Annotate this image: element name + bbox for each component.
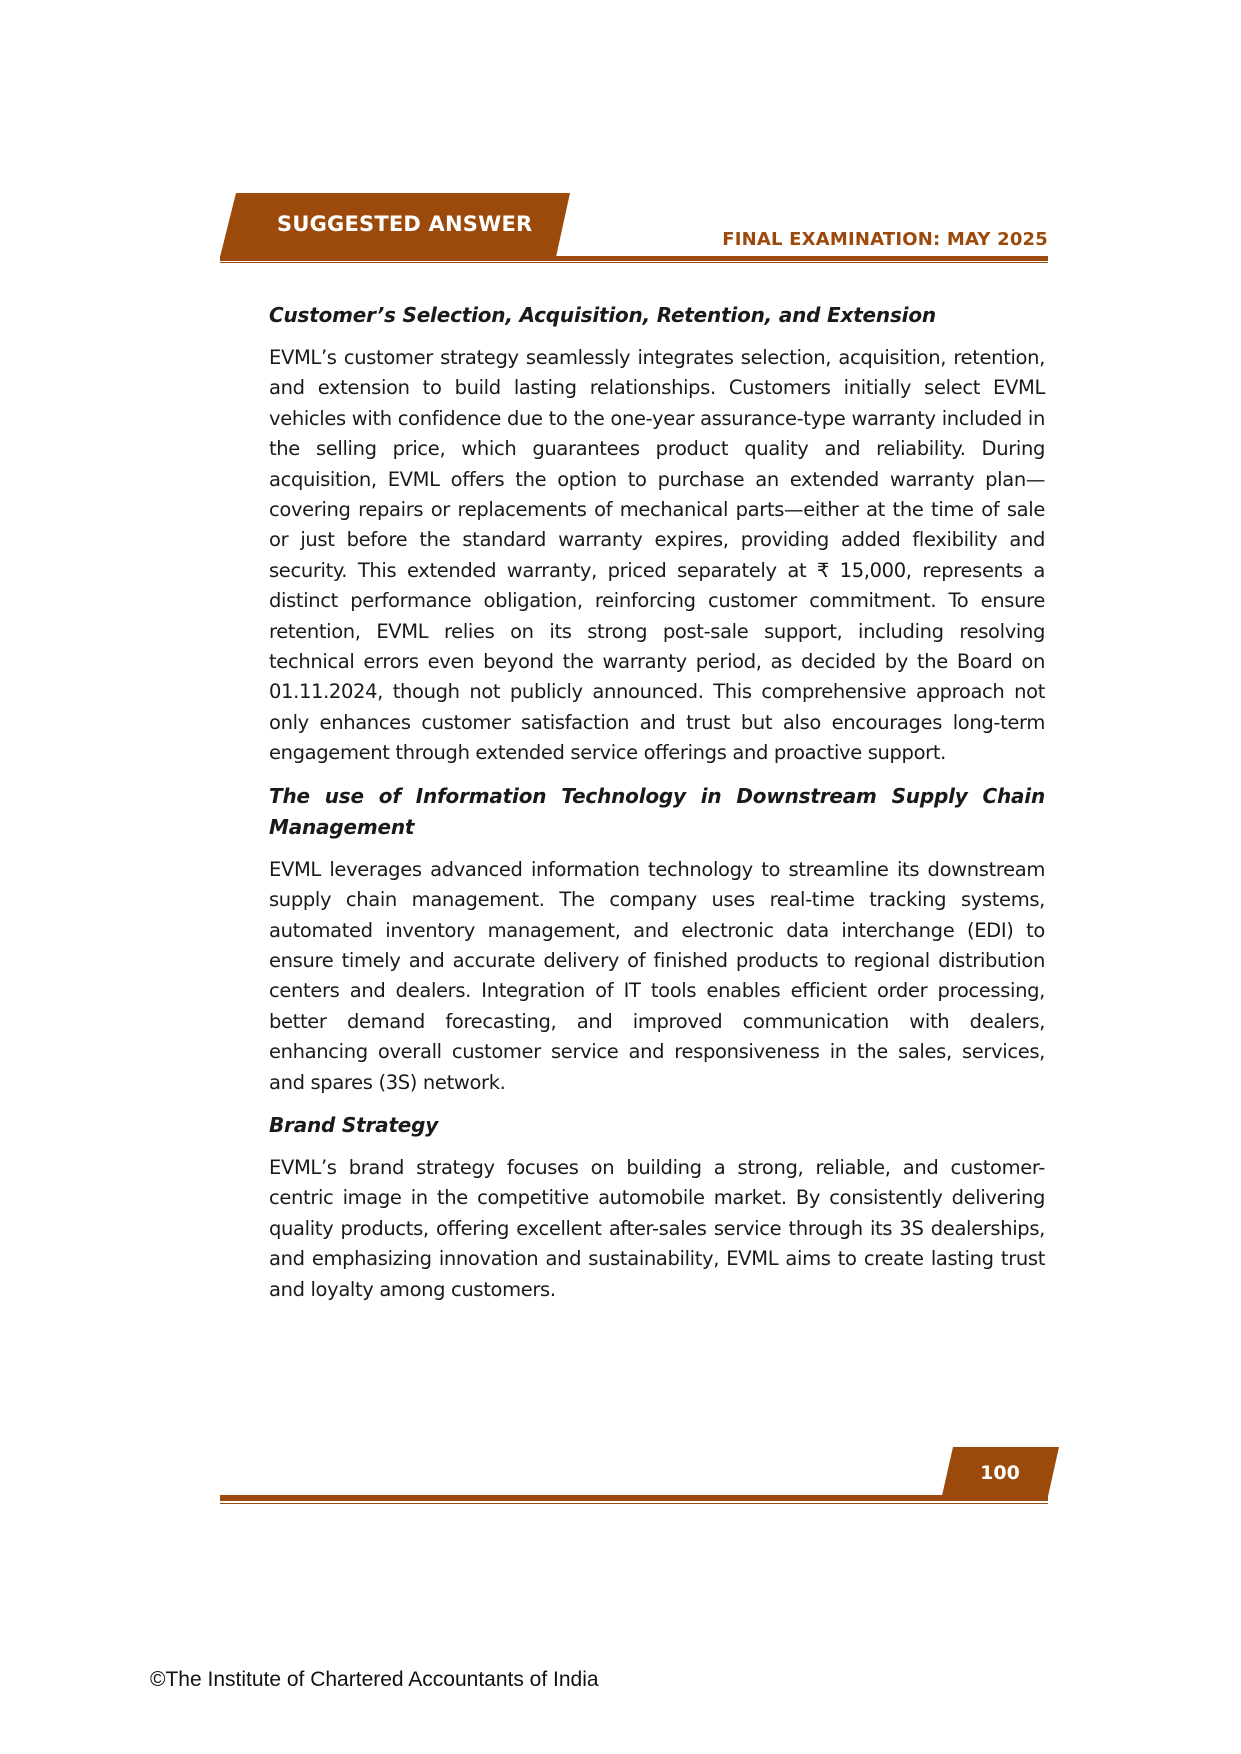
- page-content: [269, 300, 1045, 1317]
- header-divider-thin: [220, 262, 1048, 263]
- footer-divider-thin: [220, 1503, 1048, 1504]
- section-heading: Customer’s Selection, Acquisition, Retention, and Extension: [269, 303, 936, 327]
- section-customer-strategy: [269, 300, 1045, 769]
- section-heading: Brand Strategy: [269, 1112, 439, 1137]
- header-tab-label: SUGGESTED ANSWER: [277, 212, 533, 236]
- section-body: EVML’s customer strategy seamlessly integrates selection, acquisition, retention, and extension to build lasting relationships. Customers initially select EVML vehicles with confidence due to the one-year assurance-type warranty included in the selling price, which guarantees product quality and reliability. During acquisition, EVML offers the option to purchase an extended warranty plan—covering repairs or replacements of mechanical parts—either at the time of sale or just before the standard warranty expires, providing added flexibility and security. This extended warranty, priced separately at ₹ 15,000, represents a distinct performance obligation, reinforcing customer commitment. To ensure retention, EVML relies on its strong post-sale support, including resolving technical errors even beyond the warranty period, as decided by the Board on 01.11.2024, though not publicly announced. This comprehensive approach not only enhances customer satisfaction and trust but also encourages long-term engagement through extended service offerings and proactive support.: [269, 346, 1045, 765]
- copyright-notice: ©The Institute of Chartered Accountants of India: [150, 1668, 599, 1691]
- header-divider: [220, 256, 1048, 261]
- footer-divider: [220, 1495, 1048, 1501]
- section-body: EVML’s brand strategy focuses on building a strong, reliable, and customer-centric image in the competitive automobile market. By consistently delivering quality products, offering excellent after-sales service through its 3S dealerships, and emphasizing innovation and sustainability, EVML aims to create lasting trust and loyalty among customers.: [269, 1155, 1045, 1301]
- section-it-supply-chain: [269, 781, 1045, 1098]
- section-body: EVML leverages advanced information technology to streamline its downstream supply chain management. The company uses real-time tracking systems, automated inventory management, and electronic data interchange (EDI) to ensure timely and accurate delivery of finished products to regional distribution centers and dealers. Integration of IT tools enables efficient order processing, better demand forecasting, and improved communication with dealers, enhancing overall customer service and responsiveness in the sales, services, and spares (3S) network.: [269, 857, 1045, 1094]
- section-brand-strategy: [269, 1110, 1045, 1305]
- section-heading: The use of Information Technology in Downstream Supply Chain Management: [269, 783, 1045, 839]
- page-number: 100: [980, 1462, 1020, 1484]
- exam-title: FINAL EXAMINATION: MAY 2025: [722, 229, 1048, 250]
